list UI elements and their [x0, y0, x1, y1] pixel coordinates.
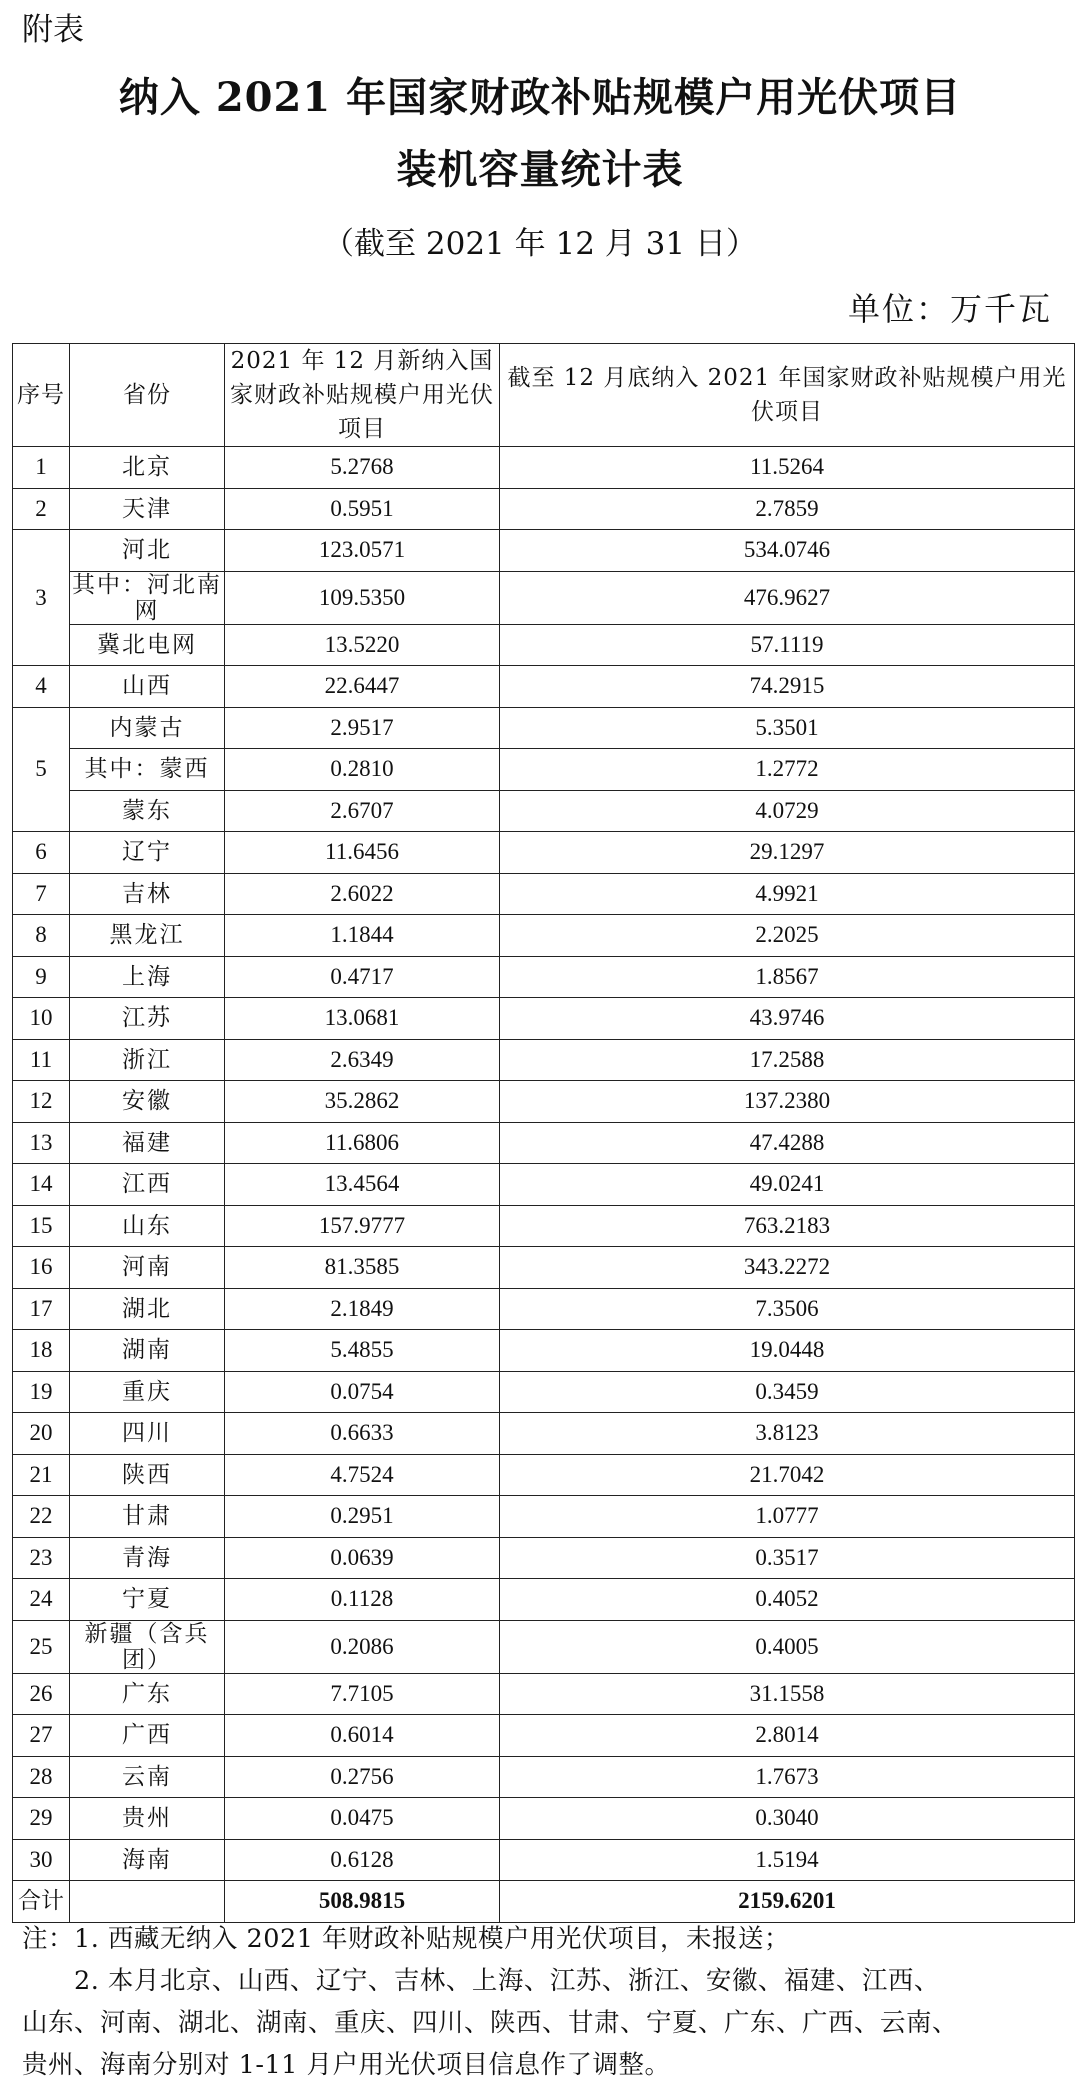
cell-cumulative: 3.8123 [500, 1413, 1075, 1455]
cell-no: 19 [13, 1371, 70, 1413]
table-row [13, 707, 1075, 749]
table-row [13, 1454, 1075, 1496]
cell-dec-new: 11.6456 [225, 832, 500, 874]
cell-dec-new: 5.2768 [225, 447, 500, 489]
total-label: 合计 [13, 1881, 70, 1923]
cell-province: 其中：河北南网 [70, 571, 225, 624]
table-row [13, 873, 1075, 915]
cell-cumulative: 343.2272 [500, 1247, 1075, 1289]
cell-no: 20 [13, 1413, 70, 1455]
note-line: 贵州、海南分别对 1-11 月户用光伏项目信息作了调整。 [22, 2050, 671, 2080]
cell-province: 河北 [70, 530, 225, 572]
total-cumulative: 2159.6201 [500, 1881, 1075, 1923]
total-row [13, 1881, 1075, 1923]
cell-cumulative: 0.3040 [500, 1798, 1075, 1840]
cell-dec-new: 0.6128 [225, 1839, 500, 1881]
cell-no: 18 [13, 1330, 70, 1372]
header-cumulative: 截至 12 月底纳入 2021 年国家财政补贴规模户用光伏项目 [500, 344, 1075, 447]
cell-cumulative: 2.8014 [500, 1715, 1075, 1757]
cell-no: 2 [13, 488, 70, 530]
cell-dec-new: 0.5951 [225, 488, 500, 530]
cell-no: 11 [13, 1039, 70, 1081]
note-line: 注：1. 西藏无纳入 2021 年财政补贴规模户用光伏项目，未报送； [22, 1924, 791, 1954]
cell-province: 海南 [70, 1839, 225, 1881]
cell-province: 其中：蒙西 [70, 749, 225, 791]
cell-no: 4 [13, 666, 70, 708]
cell-dec-new: 0.4717 [225, 956, 500, 998]
cell-province: 内蒙古 [70, 707, 225, 749]
cell-dec-new: 109.5350 [225, 571, 500, 624]
cell-province: 黑龙江 [70, 915, 225, 957]
cell-no: 21 [13, 1454, 70, 1496]
cell-province: 河南 [70, 1247, 225, 1289]
cell-province: 广东 [70, 1673, 225, 1715]
table-row [13, 1288, 1075, 1330]
cell-province: 湖南 [70, 1330, 225, 1372]
cell-dec-new: 4.7524 [225, 1454, 500, 1496]
attachment-label: 附表 [22, 12, 84, 48]
cell-dec-new: 0.6014 [225, 1715, 500, 1757]
cell-dec-new: 5.4855 [225, 1330, 500, 1372]
cell-dec-new: 13.0681 [225, 998, 500, 1040]
cell-province: 甘肃 [70, 1496, 225, 1538]
header-province: 省份 [70, 344, 225, 447]
cell-cumulative: 49.0241 [500, 1164, 1075, 1206]
cell-no: 5 [13, 707, 70, 832]
cell-no: 25 [13, 1620, 70, 1673]
cell-no: 27 [13, 1715, 70, 1757]
cell-no: 24 [13, 1579, 70, 1621]
table-row [13, 832, 1075, 874]
cell-no: 28 [13, 1756, 70, 1798]
document-title-line1: 纳入 2021 年国家财政补贴规模户用光伏项目 [118, 74, 962, 121]
table-row [13, 624, 1075, 666]
cell-cumulative: 29.1297 [500, 832, 1075, 874]
header-no: 序号 [13, 344, 70, 447]
cell-dec-new: 11.6806 [225, 1122, 500, 1164]
table-row [13, 1330, 1075, 1372]
cell-no: 29 [13, 1798, 70, 1840]
cell-dec-new: 0.0639 [225, 1537, 500, 1579]
cell-dec-new: 0.1128 [225, 1579, 500, 1621]
cell-cumulative: 1.2772 [500, 749, 1075, 791]
cell-dec-new: 0.6633 [225, 1413, 500, 1455]
table-header-row [13, 344, 1075, 447]
cell-cumulative: 31.1558 [500, 1673, 1075, 1715]
table-row [13, 1798, 1075, 1840]
cell-province: 冀北电网 [70, 624, 225, 666]
cell-province: 青海 [70, 1537, 225, 1579]
cell-province: 山东 [70, 1205, 225, 1247]
cell-cumulative: 0.3459 [500, 1371, 1075, 1413]
table-row [13, 1247, 1075, 1289]
cell-cumulative: 19.0448 [500, 1330, 1075, 1372]
cell-no: 30 [13, 1839, 70, 1881]
table-row [13, 915, 1075, 957]
cell-province: 江苏 [70, 998, 225, 1040]
cell-dec-new: 22.6447 [225, 666, 500, 708]
cell-cumulative: 763.2183 [500, 1205, 1075, 1247]
cell-dec-new: 2.1849 [225, 1288, 500, 1330]
cell-province: 陕西 [70, 1454, 225, 1496]
cell-dec-new: 157.9777 [225, 1205, 500, 1247]
cell-province: 蒙东 [70, 790, 225, 832]
cell-cumulative: 1.8567 [500, 956, 1075, 998]
cell-province: 浙江 [70, 1039, 225, 1081]
cell-cumulative: 5.3501 [500, 707, 1075, 749]
table-row [13, 1715, 1075, 1757]
table-row [13, 1081, 1075, 1123]
table-row [13, 1122, 1075, 1164]
note-line: 山东、河南、湖北、湖南、重庆、四川、陕西、甘肃、宁夏、广东、广西、云南、 [22, 2008, 959, 2038]
cell-no: 1 [13, 447, 70, 489]
cell-no: 9 [13, 956, 70, 998]
header-dec-new: 2021 年 12 月新纳入国家财政补贴规模户用光伏项目 [225, 344, 500, 447]
table-row [13, 1205, 1075, 1247]
table-row [13, 488, 1075, 530]
table-row [13, 530, 1075, 572]
cell-no: 14 [13, 1164, 70, 1206]
cell-no: 10 [13, 998, 70, 1040]
cell-province: 辽宁 [70, 832, 225, 874]
cell-cumulative: 0.4052 [500, 1579, 1075, 1621]
table-row [13, 749, 1075, 791]
cell-no: 17 [13, 1288, 70, 1330]
cell-no: 22 [13, 1496, 70, 1538]
cell-cumulative: 21.7042 [500, 1454, 1075, 1496]
cell-cumulative: 7.3506 [500, 1288, 1075, 1330]
table-row [13, 956, 1075, 998]
cell-dec-new: 0.0754 [225, 1371, 500, 1413]
cell-dec-new: 123.0571 [225, 530, 500, 572]
table-row [13, 1413, 1075, 1455]
cell-no: 13 [13, 1122, 70, 1164]
cell-cumulative: 17.2588 [500, 1039, 1075, 1081]
cell-province: 四川 [70, 1413, 225, 1455]
cell-no: 6 [13, 832, 70, 874]
cell-cumulative: 534.0746 [500, 530, 1075, 572]
table-row [13, 1673, 1075, 1715]
cell-province: 上海 [70, 956, 225, 998]
cell-cumulative: 137.2380 [500, 1081, 1075, 1123]
table-row [13, 1164, 1075, 1206]
cell-cumulative: 43.9746 [500, 998, 1075, 1040]
statistics-table [12, 343, 1075, 1923]
cell-dec-new: 81.3585 [225, 1247, 500, 1289]
total-dec-new: 508.9815 [225, 1881, 500, 1923]
table-row [13, 1537, 1075, 1579]
table-row [13, 998, 1075, 1040]
cell-province: 天津 [70, 488, 225, 530]
cell-dec-new: 7.7105 [225, 1673, 500, 1715]
cell-province: 重庆 [70, 1371, 225, 1413]
cell-cumulative: 0.4005 [500, 1620, 1075, 1673]
cell-cumulative: 476.9627 [500, 571, 1075, 624]
cell-dec-new: 0.2756 [225, 1756, 500, 1798]
cell-no: 26 [13, 1673, 70, 1715]
cell-dec-new: 13.5220 [225, 624, 500, 666]
total-empty-cell [70, 1881, 225, 1923]
table-row [13, 1496, 1075, 1538]
cell-province: 宁夏 [70, 1579, 225, 1621]
cell-province: 新疆（含兵团） [70, 1620, 225, 1673]
cell-province: 北京 [70, 447, 225, 489]
cell-province: 安徽 [70, 1081, 225, 1123]
table-row [13, 1579, 1075, 1621]
cell-cumulative: 1.5194 [500, 1839, 1075, 1881]
cell-dec-new: 2.9517 [225, 707, 500, 749]
date-note: （截至 2021 年 12 月 31 日） [323, 226, 757, 262]
table-body [13, 447, 1075, 1923]
cell-dec-new: 2.6707 [225, 790, 500, 832]
cell-dec-new: 0.2951 [225, 1496, 500, 1538]
cell-cumulative: 4.9921 [500, 873, 1075, 915]
cell-cumulative: 74.2915 [500, 666, 1075, 708]
cell-cumulative: 1.0777 [500, 1496, 1075, 1538]
unit-label: 单位：万千瓦 [847, 290, 1052, 328]
cell-no: 3 [13, 530, 70, 666]
cell-no: 8 [13, 915, 70, 957]
cell-province: 吉林 [70, 873, 225, 915]
cell-province: 云南 [70, 1756, 225, 1798]
cell-province: 湖北 [70, 1288, 225, 1330]
table-row [13, 571, 1075, 624]
cell-cumulative: 57.1119 [500, 624, 1075, 666]
cell-province: 山西 [70, 666, 225, 708]
cell-dec-new: 2.6349 [225, 1039, 500, 1081]
table-row [13, 447, 1075, 489]
table-row [13, 1839, 1075, 1881]
cell-no: 23 [13, 1537, 70, 1579]
table-row [13, 1039, 1075, 1081]
table-row [13, 1756, 1075, 1798]
cell-no: 12 [13, 1081, 70, 1123]
table-row [13, 790, 1075, 832]
cell-province: 江西 [70, 1164, 225, 1206]
cell-province: 福建 [70, 1122, 225, 1164]
cell-no: 7 [13, 873, 70, 915]
note-line: 2. 本月北京、山西、辽宁、吉林、上海、江苏、浙江、安徽、福建、江西、 [74, 1966, 940, 1996]
table-row [13, 666, 1075, 708]
cell-province: 广西 [70, 1715, 225, 1757]
cell-dec-new: 0.2086 [225, 1620, 500, 1673]
cell-dec-new: 35.2862 [225, 1081, 500, 1123]
cell-province: 贵州 [70, 1798, 225, 1840]
table-row [13, 1620, 1075, 1673]
cell-cumulative: 0.3517 [500, 1537, 1075, 1579]
document-title-line2: 装机容量统计表 [396, 146, 684, 193]
cell-cumulative: 4.0729 [500, 790, 1075, 832]
cell-cumulative: 1.7673 [500, 1756, 1075, 1798]
cell-cumulative: 47.4288 [500, 1122, 1075, 1164]
cell-cumulative: 11.5264 [500, 447, 1075, 489]
table-row [13, 1371, 1075, 1413]
cell-no: 16 [13, 1247, 70, 1289]
footnotes [22, 1918, 1062, 2086]
cell-dec-new: 1.1844 [225, 915, 500, 957]
cell-dec-new: 0.0475 [225, 1798, 500, 1840]
cell-cumulative: 2.7859 [500, 488, 1075, 530]
cell-no: 15 [13, 1205, 70, 1247]
cell-dec-new: 13.4564 [225, 1164, 500, 1206]
cell-dec-new: 0.2810 [225, 749, 500, 791]
cell-cumulative: 2.2025 [500, 915, 1075, 957]
cell-dec-new: 2.6022 [225, 873, 500, 915]
